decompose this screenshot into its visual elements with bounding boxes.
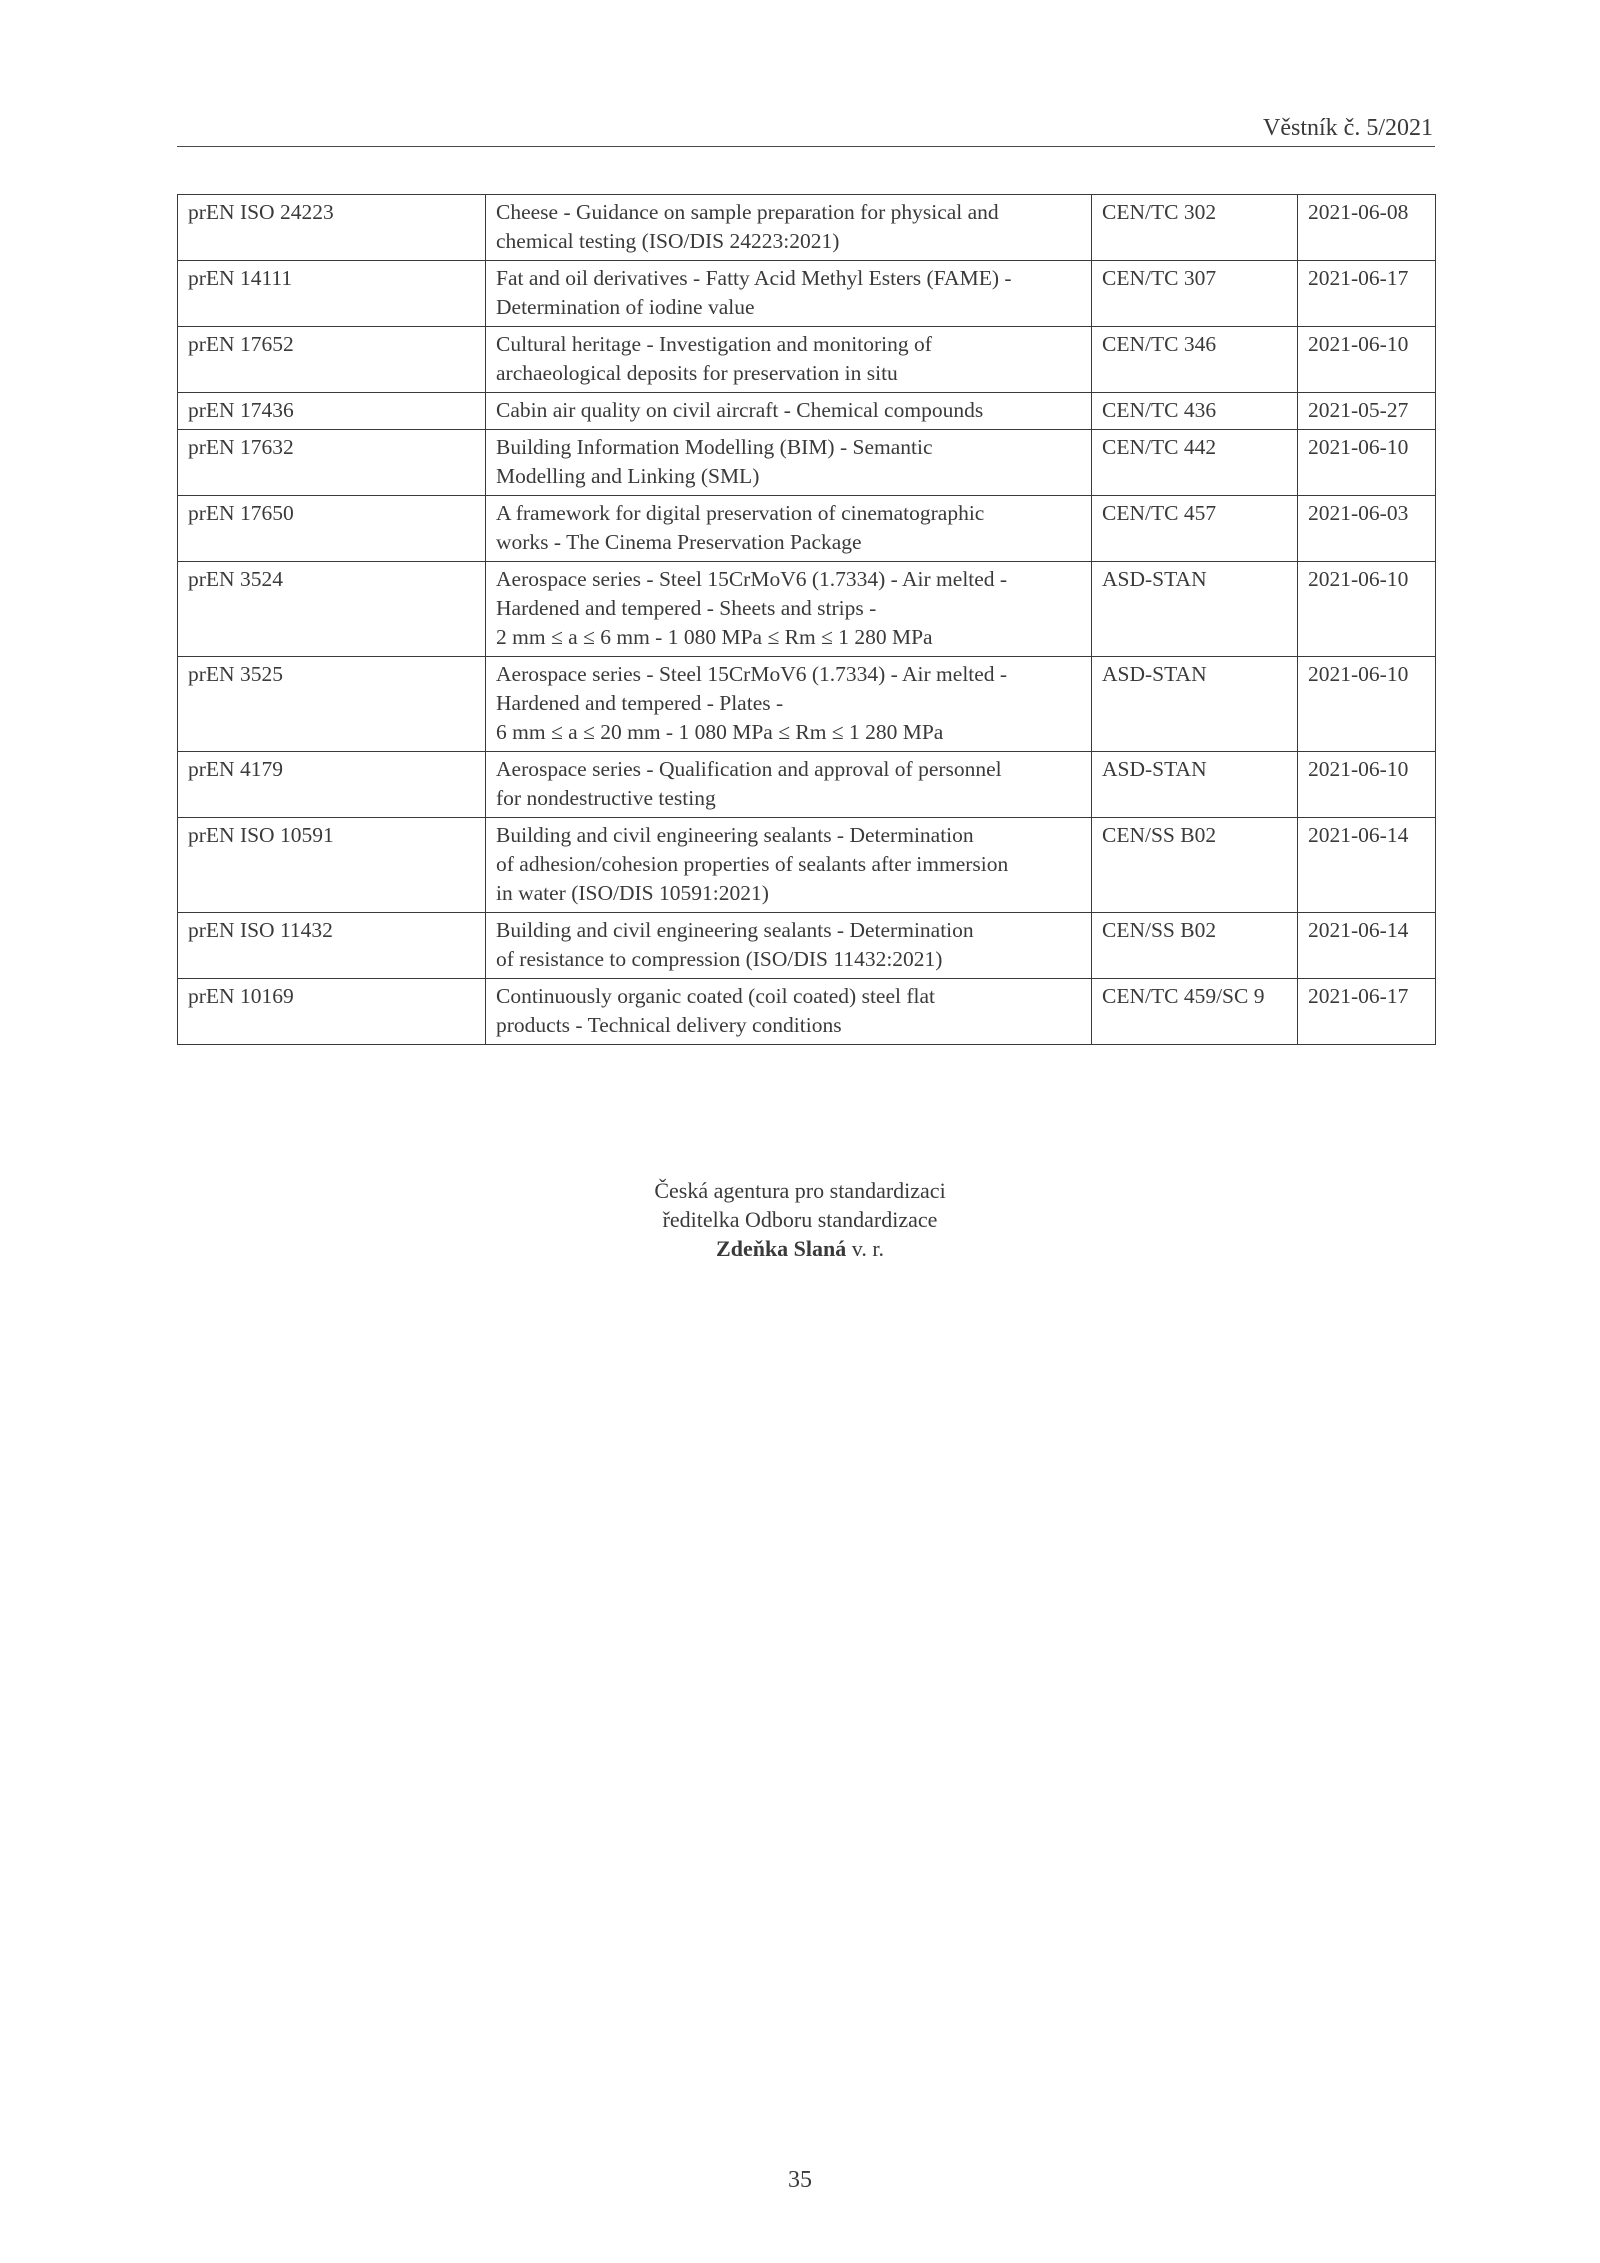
- standard-id-cell: prEN 14111: [178, 261, 486, 327]
- standard-title-cell: [486, 496, 1092, 562]
- deadline-date-cell: 2021-06-14: [1298, 913, 1436, 979]
- table-row: [178, 562, 1436, 657]
- committee-cell: ASD-STAN: [1092, 562, 1298, 657]
- committee-cell: CEN/TC 346: [1092, 327, 1298, 393]
- table-row: [178, 195, 1436, 261]
- committee-cell: ASD-STAN: [1092, 752, 1298, 818]
- deadline-date-cell: 2021-06-10: [1298, 430, 1436, 496]
- table-row: [178, 818, 1436, 913]
- standard-title-line: 2 mm ≤ a ≤ 6 mm - 1 080 MPa ≤ Rm ≤ 1 280 MPa: [496, 625, 933, 649]
- committee-cell: CEN/TC 436: [1092, 393, 1298, 430]
- deadline-date-cell: 2021-06-08: [1298, 195, 1436, 261]
- standard-id-cell: prEN 17652: [178, 327, 486, 393]
- standard-title-cell: [486, 979, 1092, 1045]
- standard-title-line: Cabin air quality on civil aircraft - Chemical compounds: [496, 398, 984, 422]
- committee-cell: CEN/TC 307: [1092, 261, 1298, 327]
- committee-cell: ASD-STAN: [1092, 657, 1298, 752]
- standard-title-cell: [486, 393, 1092, 430]
- standard-title-cell: [486, 261, 1092, 327]
- standard-title-line: of adhesion/cohesion properties of sealants after immersion: [496, 852, 1009, 876]
- table-row: [178, 393, 1436, 430]
- table-row: [178, 979, 1436, 1045]
- standard-title-line: works - The Cinema Preservation Package: [496, 530, 862, 554]
- standards-table: [177, 194, 1436, 1045]
- deadline-date-cell: 2021-06-10: [1298, 752, 1436, 818]
- standard-title-line: Determination of iodine value: [496, 295, 755, 319]
- agency-name: Česká agentura pro standardizaci: [654, 1178, 946, 1203]
- standard-title-cell: [486, 752, 1092, 818]
- table-row: [178, 430, 1436, 496]
- standard-title-line: Aerospace series - Steel 15CrMoV6 (1.7334) - Air melted -: [496, 662, 1008, 686]
- signer-line: [0, 1234, 1600, 1263]
- standard-title-line: Building Information Modelling (BIM) - Semantic: [496, 435, 933, 459]
- standard-title-line: Cultural heritage - Investigation and monitoring of: [496, 332, 932, 356]
- committee-cell: CEN/TC 457: [1092, 496, 1298, 562]
- deadline-date-cell: 2021-06-17: [1298, 261, 1436, 327]
- standard-title-line: of resistance to compression (ISO/DIS 11432:2021): [496, 947, 943, 971]
- standard-id-cell: prEN ISO 11432: [178, 913, 486, 979]
- standard-id-cell: prEN 3525: [178, 657, 486, 752]
- deadline-date-cell: 2021-05-27: [1298, 393, 1436, 430]
- standard-title-line: Modelling and Linking (SML): [496, 464, 760, 488]
- committee-cell: CEN/SS B02: [1092, 913, 1298, 979]
- signer-suffix: v. r.: [846, 1236, 884, 1261]
- standard-title-line: Hardened and tempered - Plates -: [496, 691, 784, 715]
- standard-title-line: Aerospace series - Qualification and approval of personnel: [496, 757, 1002, 781]
- deadline-date-cell: 2021-06-10: [1298, 562, 1436, 657]
- standard-id-cell: prEN ISO 10591: [178, 818, 486, 913]
- standard-title-cell: [486, 657, 1092, 752]
- standard-title-line: Fat and oil derivatives - Fatty Acid Methyl Esters (FAME) -: [496, 266, 1012, 290]
- committee-cell: CEN/TC 442: [1092, 430, 1298, 496]
- deadline-date-cell: 2021-06-17: [1298, 979, 1436, 1045]
- standard-title-line: 6 mm ≤ a ≤ 20 mm - 1 080 MPa ≤ Rm ≤ 1 280 MPa: [496, 720, 944, 744]
- table-row: [178, 913, 1436, 979]
- signature-block: [0, 1176, 1600, 1263]
- standard-title-line: chemical testing (ISO/DIS 24223:2021): [496, 229, 840, 253]
- table-row: [178, 261, 1436, 327]
- table-row: [178, 657, 1436, 752]
- standard-id-cell: prEN 3524: [178, 562, 486, 657]
- committee-cell: CEN/SS B02: [1092, 818, 1298, 913]
- standard-id-cell: prEN 17436: [178, 393, 486, 430]
- standard-title-line: Building and civil engineering sealants - Determination: [496, 823, 974, 847]
- deadline-date-cell: 2021-06-10: [1298, 327, 1436, 393]
- standard-title-line: in water (ISO/DIS 10591:2021): [496, 881, 769, 905]
- standard-title-cell: [486, 562, 1092, 657]
- standard-title-line: Aerospace series - Steel 15CrMoV6 (1.7334) - Air melted -: [496, 567, 1008, 591]
- deadline-date-cell: 2021-06-03: [1298, 496, 1436, 562]
- standard-id-cell: prEN 4179: [178, 752, 486, 818]
- standard-title-line: Hardened and tempered - Sheets and strips -: [496, 596, 877, 620]
- standard-title-cell: [486, 913, 1092, 979]
- standard-title-line: for nondestructive testing: [496, 786, 716, 810]
- committee-cell: CEN/TC 302: [1092, 195, 1298, 261]
- standard-title-line: Cheese - Guidance on sample preparation for physical and: [496, 200, 999, 224]
- standards-table-body: [178, 195, 1436, 1045]
- standard-title-cell: [486, 818, 1092, 913]
- table-row: [178, 496, 1436, 562]
- standard-title-line: Continuously organic coated (coil coated) steel flat: [496, 984, 936, 1008]
- table-row: [178, 752, 1436, 818]
- standard-title-line: A framework for digital preservation of cinematographic: [496, 501, 985, 525]
- deadline-date-cell: 2021-06-14: [1298, 818, 1436, 913]
- standard-title-line: products - Technical delivery conditions: [496, 1013, 842, 1037]
- signer-role: ředitelka Odboru standardizace: [662, 1207, 938, 1232]
- table-row: [178, 327, 1436, 393]
- standard-title-line: Building and civil engineering sealants - Determination: [496, 918, 974, 942]
- standard-title-line: archaeological deposits for preservation in situ: [496, 361, 898, 385]
- signer-name: Zdeňka Slaná: [716, 1236, 847, 1261]
- standard-id-cell: prEN 17632: [178, 430, 486, 496]
- standard-id-cell: prEN 17650: [178, 496, 486, 562]
- standard-id-cell: prEN ISO 24223: [178, 195, 486, 261]
- standard-title-cell: [486, 327, 1092, 393]
- page-number: 35: [788, 2167, 812, 2193]
- standard-title-cell: [486, 430, 1092, 496]
- journal-issue-title: Věstník č. 5/2021: [1263, 115, 1433, 141]
- standard-id-cell: prEN 10169: [178, 979, 486, 1045]
- standard-title-cell: [486, 195, 1092, 261]
- deadline-date-cell: 2021-06-10: [1298, 657, 1436, 752]
- committee-cell: CEN/TC 459/SC 9: [1092, 979, 1298, 1045]
- page-header: [177, 114, 1435, 147]
